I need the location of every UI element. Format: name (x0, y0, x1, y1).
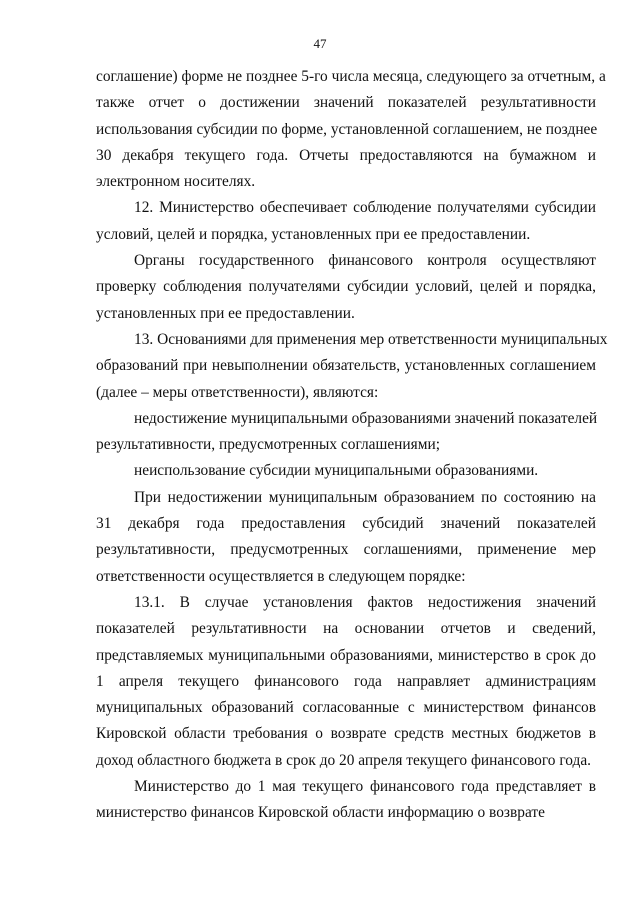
text-line: использования субсидии по форме, установленной соглашением, не позднее (96, 120, 598, 138)
text-line: Министерство до 1 мая текущего финансового года представляет в (134, 778, 596, 796)
text-line: установленных при ее предоставлении. (96, 304, 355, 322)
text-line: результативности, предусмотренных соглашениями, применение мер (96, 541, 596, 559)
text-line: доход областного бюджета в срок до 20 апреля текущего финансового года. (96, 751, 592, 769)
text-line: муниципальных образований согласованные с министерством финансов (96, 699, 596, 717)
paragraph (96, 590, 596, 774)
text-line: 1 апреля текущего финансового года направляет администрациям (96, 672, 596, 690)
text-line: показателей результативности на основании отчетов и сведений, (96, 620, 596, 638)
text-line: условий, целей и порядка, установленных при ее предоставлении. (96, 225, 531, 243)
text-line: Органы государственного финансового контроля осуществляют (134, 252, 596, 270)
text-line: электронном носителях. (96, 173, 256, 191)
text-line: 13. Основаниями для применения мер ответственности муниципальных (134, 330, 608, 348)
text-line: 13.1. В случае установления фактов недостижения значений (134, 593, 596, 611)
text-line: результативности, предусмотренных соглашениями; (96, 436, 440, 454)
text-line: 12. Министерство обеспечивает соблюдение получателями субсидии (134, 199, 596, 217)
text-line: соглашение) форме не позднее 5-го числа месяца, следующего за отчетным, а (96, 68, 606, 85)
paragraph (96, 774, 596, 827)
paragraph (96, 406, 596, 459)
paragraph (96, 327, 608, 406)
text-line: проверку соблюдения получателями субсидии условий, целей и порядка, (96, 278, 596, 296)
text-line: неиспользование субсидии муниципальными образованиями. (134, 462, 539, 480)
text-line: представляемых муниципальными образованиями, министерство в срок до (96, 646, 596, 664)
text-line: 30 декабря текущего года. Отчеты предоставляются на бумажном и (96, 146, 596, 164)
text-line: ответственности осуществляется в следующем порядке: (96, 567, 466, 585)
text-line: министерство финансов Кировской области информацию о возврате (96, 804, 545, 822)
page-number: 47 (313, 36, 327, 51)
paragraph (96, 248, 596, 327)
paragraph (96, 64, 606, 195)
paragraph (96, 195, 596, 248)
text-line: Кировской области требования о возврате средств местных бюджетов в (96, 725, 596, 743)
document-body (96, 64, 608, 827)
text-line: также отчет о достижении значений показателей результативности (96, 94, 596, 112)
text-line: недостижение муниципальными образованиями значений показателей (134, 409, 598, 427)
paragraph (96, 485, 596, 590)
text-line: При недостижении муниципальным образованием по состоянию на (134, 488, 596, 506)
text-line: образований при невыполнении обязательств, установленных соглашением (96, 357, 596, 375)
text-line: (далее – меры ответственности), являются: (96, 383, 379, 401)
text-line: 31 декабря года предоставления субсидий значений показателей (96, 515, 596, 533)
paragraph (96, 458, 596, 484)
